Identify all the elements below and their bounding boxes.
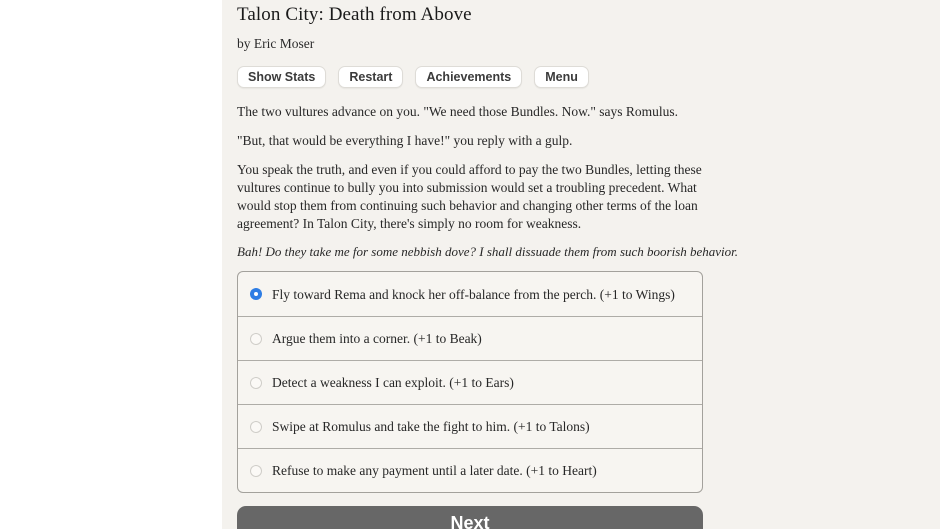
choice-label: Fly toward Rema and knock her off-balance from the perch. (+1 to Wings): [272, 286, 675, 302]
page-left-margin: [0, 0, 222, 529]
radio-button-icon[interactable]: [250, 421, 262, 433]
choice-option-3[interactable]: [238, 360, 702, 404]
choice-label: Swipe at Romulus and take the fight to him. (+1 to Talons): [272, 419, 590, 434]
game-area: [222, 0, 940, 529]
radio-button-icon[interactable]: [250, 377, 262, 389]
achievements-button[interactable]: Achievements: [415, 66, 522, 88]
radio-button-icon[interactable]: [250, 465, 262, 477]
story-paragraph-1: The two vultures advance on you. "We need those Bundles. Now." says Romulus.: [237, 104, 678, 119]
show-stats-button[interactable]: Show Stats: [237, 66, 326, 88]
game-title: Talon City: Death from Above: [237, 4, 472, 25]
choice-option-2[interactable]: [238, 316, 702, 360]
menu-button[interactable]: Menu: [534, 66, 589, 88]
choice-label: Refuse to make any payment until a later date. (+1 to Heart): [272, 463, 597, 478]
story-paragraph-2: "But, that would be everything I have!" you reply with a gulp.: [237, 133, 573, 148]
radio-button-icon[interactable]: [250, 288, 262, 300]
choice-list: [237, 271, 703, 493]
choice-label: Argue them into a corner. (+1 to Beak): [272, 331, 482, 346]
game-byline: by Eric Moser: [237, 36, 315, 51]
choice-option-5[interactable]: [238, 448, 702, 492]
restart-button[interactable]: Restart: [338, 66, 403, 88]
toolbar: [237, 66, 940, 88]
story-inner-thought: Bah! Do they take me for some nebbish dove? I shall dissuade them from such boorish behavior.: [237, 244, 739, 259]
story-paragraph-3: You speak the truth, and even if you could afford to pay the two Bundles, letting these vultures continue to bully you into submission would set a troubling precedent. What would stop them from continuing such behavior and changing other terms of the loan agreement? In Talon City, there's simply no room for weakness.: [237, 162, 702, 231]
radio-button-icon[interactable]: [250, 333, 262, 345]
choice-label: Detect a weakness I can exploit. (+1 to Ears): [272, 375, 514, 390]
choice-option-1[interactable]: [238, 272, 702, 316]
choice-option-4[interactable]: [238, 404, 702, 448]
story-text: [237, 103, 739, 261]
next-button[interactable]: Next: [237, 506, 703, 529]
